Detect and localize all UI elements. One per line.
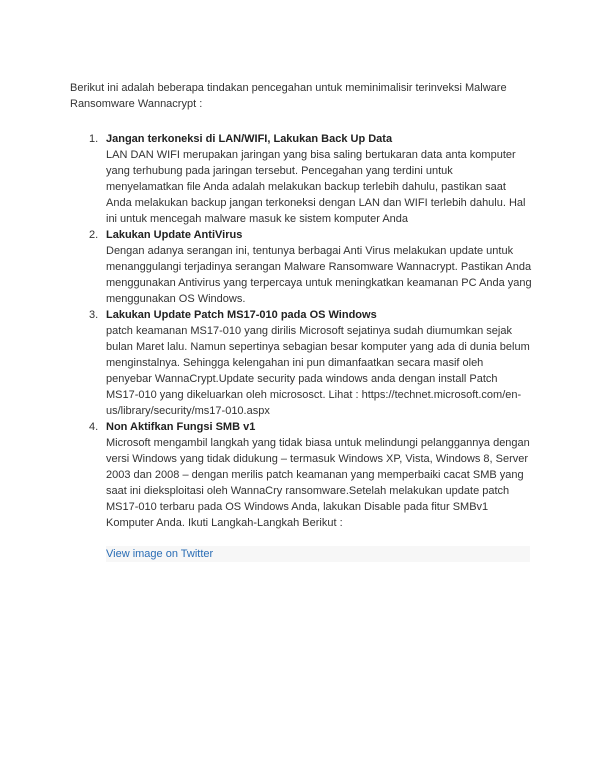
step-number: 3.	[89, 309, 99, 321]
step-title: Non Aktifkan Fungsi SMB v1	[106, 421, 256, 433]
step-body: Microsoft mengambil langkah yang tidak biasa untuk melindungi pelanggannya dengan versi Windows yang tidak didukung – termasuk Windows XP, Vista, Windows 8, Server 2003 dan 2008 – dengan merilis patch keamanan yang memperbaiki cacat SMB yang saat ini dieksploitasi oleh WannaCry ransomware.Setelah melakukan update patch MS17-010 terbaru pada OS Windows Anda, lakukan Disable pada fitur SMBv1 Komputer Anda. Ikuti Langkah-Langkah Berikut :	[106, 437, 530, 529]
step-title: Jangan terkoneksi di LAN/WIFI, Lakukan Back Up Data	[106, 133, 393, 145]
step-body: Dengan adanya serangan ini, tentunya berbagai Anti Virus melakukan update untuk menanggulangi terjadinya serangan Malware Ransomware Wannacrypt. Pastikan Anda menggunakan Antivirus yang terpercaya untuk meningkatkan keamanan PC Anda yang menggunakan OS Windows.	[106, 245, 532, 305]
intro-paragraph: Berikut ini adalah beberapa tindakan pencegahan untuk meminimalisir terinveksi Malware Ransomware Wannacrypt :	[70, 82, 507, 110]
step-number: 2.	[89, 229, 99, 241]
document-page	[70, 80, 532, 562]
step-title: Lakukan Update Patch MS17-010 pada OS Windows	[106, 309, 377, 321]
list-item	[70, 419, 532, 531]
list-item	[70, 131, 532, 227]
prevention-steps-list	[70, 131, 532, 531]
view-image-on-twitter-link[interactable]: View image on Twitter	[106, 546, 530, 562]
step-number: 4.	[89, 421, 99, 433]
step-number: 1.	[89, 133, 99, 145]
step-body: patch keamanan MS17-010 yang dirilis Microsoft sejatinya sudah diumumkan sejak bulan Maret lalu. Namun sepertinya sebagian besar komputer yang ada di dunia belum menginstalnya. Sehingga kelengahan ini pun dimanfaatkan secara masif oleh penyebar WannaCrypt.Update security pada windows anda dengan install Patch MS17-010 yang dikeluarkan oleh micrososct. Lihat : https://technet.microsoft.com/en-us/library/security/ms17-010.aspx	[106, 325, 530, 417]
list-item	[70, 307, 532, 419]
step-body: LAN DAN WIFI merupakan jaringan yang bisa saling bertukaran data anta komputer yang terhubung pada jaringan tersebut. Pencegahan yang terdini untuk menyelamatkan file Anda adalah melakukan backup terlebih dahulu, pastikan saat Anda melakukan backup jangan terkoneksi dengan LAN dan WIFI terlebih dahulu. Hal ini untuk mencegah malware masuk ke sistem komputer Anda	[106, 149, 526, 225]
step-title: Lakukan Update AntiVirus	[106, 229, 243, 241]
list-item	[70, 227, 532, 307]
